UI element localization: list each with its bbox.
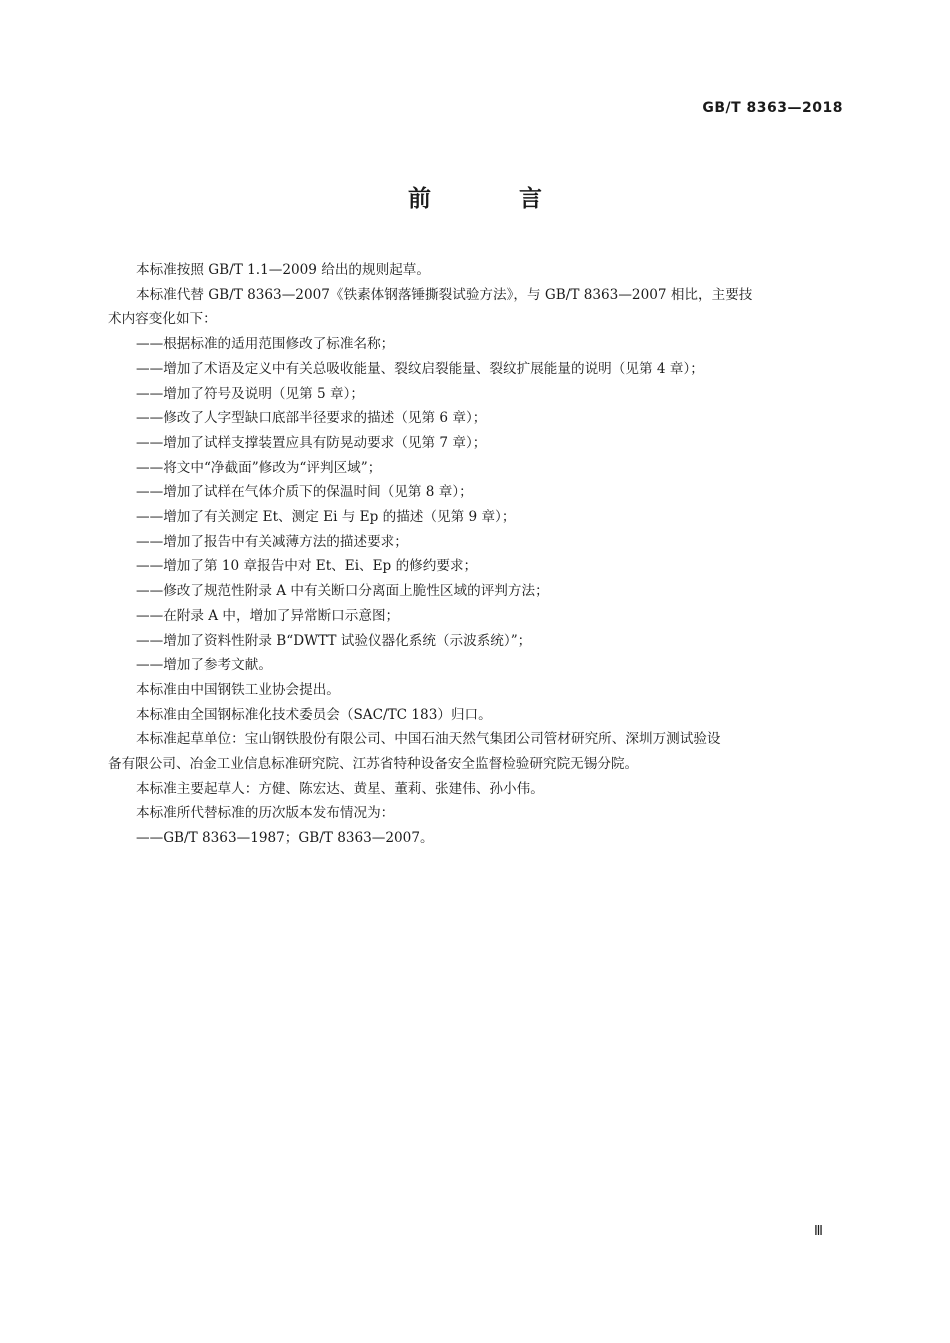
list-item: ——增加了有关测定 Et、测定 Ei 与 Ep 的描述（见第 9 章）； bbox=[136, 509, 516, 526]
list-item: ——增加了报告中有关减薄方法的描述要求； bbox=[136, 533, 408, 550]
list-item: ——增加了参考文献。 bbox=[136, 657, 272, 674]
paragraph-line: 本标准按照 GB/T 1.1—2009 给出的规则起草。 bbox=[136, 262, 430, 278]
list-item: ——增加了第 10 章报告中对 Et、Ei、Ep 的修约要求； bbox=[136, 558, 478, 575]
list-item: ——修改了人字型缺口底部半径要求的描述（见第 6 章）； bbox=[136, 410, 487, 427]
paragraph-line: 本标准代替 GB/T 8363—2007《铁素体钢落锤撕裂试验方法》，与 GB/T 8363—2007 相比，主要技 bbox=[136, 286, 753, 303]
paragraph-line: 术内容变化如下： bbox=[108, 311, 217, 328]
paragraph-line: 本标准起草单位：宝山钢铁股份有限公司、中国石油天然气集团公司管材研究所、深圳万测试验设 bbox=[136, 731, 721, 748]
list-item: ——增加了资料性附录 B“DWTT 试验仪器化系统（示波系统）”； bbox=[136, 632, 532, 649]
standard-code: GB/T 8363—2018 bbox=[702, 100, 843, 116]
page-number: Ⅲ bbox=[814, 1224, 823, 1239]
list-item: ——修改了规范性附录 A 中有关断口分离面上脆性区域的评判方法； bbox=[136, 583, 549, 600]
paragraph-line: 本标准由中国钢铁工业协会提出。 bbox=[136, 681, 340, 698]
list-item: ——GB/T 8363—1987；GB/T 8363—2007。 bbox=[136, 830, 434, 847]
list-item: ——增加了试样在气体介质下的保温时间（见第 8 章）； bbox=[136, 484, 473, 501]
document-body bbox=[108, 258, 845, 851]
list-item: ——增加了术语及定义中有关总吸收能量、裂纹启裂能量、裂纹扩展能量的说明（见第 4 章）； bbox=[136, 360, 704, 377]
paragraph-line: 本标准由全国钢标准化技术委员会（SAC/TC 183）归口。 bbox=[136, 706, 492, 723]
list-item: ——增加了符号及说明（见第 5 章）； bbox=[136, 385, 364, 402]
paragraph-line: 本标准主要起草人：方健、陈宏达、黄星、董莉、张建伟、孙小伟。 bbox=[136, 780, 544, 797]
list-item: ——将文中“净截面”修改为“评判区域”； bbox=[136, 459, 382, 476]
paragraph-line: 本标准所代替标准的历次版本发布情况为： bbox=[136, 805, 395, 822]
list-item: ——增加了试样支撑装置应具有防晃动要求（见第 7 章）； bbox=[136, 434, 487, 451]
page-title: 前 言 bbox=[407, 186, 582, 212]
paragraph-line: 备有限公司、冶金工业信息标准研究院、江苏省特种设备安全监督检验研究院无锡分院。 bbox=[108, 756, 639, 773]
list-item: ——在附录 A 中，增加了异常断口示意图； bbox=[136, 607, 400, 624]
list-item: ——根据标准的适用范围修改了标准名称； bbox=[136, 336, 395, 353]
